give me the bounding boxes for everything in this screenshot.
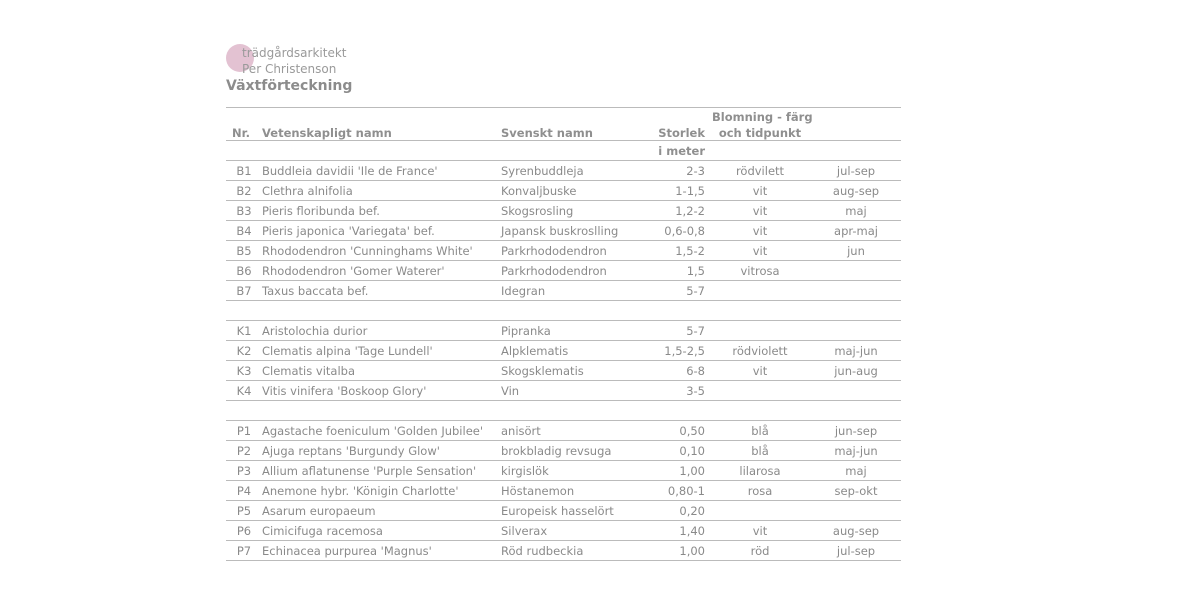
cell-swedish-name: anisört bbox=[501, 424, 541, 438]
cell-scientific-name: Clematis alpina 'Tage Lundell' bbox=[262, 344, 433, 358]
cell-nr: P5 bbox=[236, 504, 252, 518]
table-spacer-row bbox=[226, 301, 901, 321]
cell-size: 1,00 bbox=[679, 464, 705, 478]
cell-bloom-color: röd bbox=[750, 544, 770, 558]
cell-bloom-period: aug-sep bbox=[832, 184, 880, 198]
cell-bloom-period: maj-jun bbox=[834, 344, 878, 358]
cell-swedish-name: Skogsrosling bbox=[501, 204, 574, 218]
cell-bloom-color: blå bbox=[751, 444, 769, 458]
cell-nr: P3 bbox=[236, 464, 252, 478]
cell-scientific-name: Rhododendron 'Cunninghams White' bbox=[262, 244, 473, 258]
cell-size: 1,00 bbox=[679, 544, 705, 558]
cell-swedish-name: Parkrhododendron bbox=[501, 244, 607, 258]
cell-bloom-color: vit bbox=[752, 204, 768, 218]
cell-scientific-name: Clethra alnifolia bbox=[262, 184, 353, 198]
brand-line-2: Per Christenson bbox=[242, 62, 337, 76]
cell-size: 2-3 bbox=[686, 164, 705, 178]
table-row bbox=[226, 501, 901, 521]
cell-swedish-name: Röd rudbeckia bbox=[501, 544, 584, 558]
table-body bbox=[226, 161, 901, 561]
cell-nr: B3 bbox=[236, 204, 252, 218]
cell-size: 1,5 bbox=[686, 264, 705, 278]
cell-size: 3-5 bbox=[686, 384, 705, 398]
table-row bbox=[226, 361, 901, 381]
table-row bbox=[226, 461, 901, 481]
table-row bbox=[226, 221, 901, 241]
cell-size: 1,40 bbox=[679, 524, 705, 538]
cell-size: 1-1,5 bbox=[675, 184, 705, 198]
cell-swedish-name: Vin bbox=[501, 384, 520, 398]
cell-nr: B7 bbox=[236, 284, 252, 298]
cell-bloom-period: jul-sep bbox=[836, 164, 876, 178]
cell-scientific-name: Taxus baccata bef. bbox=[262, 284, 369, 298]
cell-nr: P6 bbox=[236, 524, 252, 538]
cell-bloom-period: maj-jun bbox=[834, 444, 878, 458]
cell-bloom-color: vit bbox=[752, 364, 768, 378]
cell-bloom-color: rödviolett bbox=[732, 344, 788, 358]
cell-nr: P7 bbox=[236, 544, 252, 558]
cell-bloom-color: lilarosa bbox=[739, 464, 781, 478]
cell-scientific-name: Clematis vitalba bbox=[262, 364, 355, 378]
column-header-bloom-line2: och tidpunkt bbox=[718, 126, 802, 140]
cell-scientific-name: Pieris japonica 'Variegata' bef. bbox=[262, 224, 435, 238]
column-header-scientific-name: Vetenskapligt namn bbox=[262, 126, 392, 140]
page-title: Växtförteckning bbox=[226, 78, 353, 94]
cell-swedish-name: kirgislök bbox=[501, 464, 549, 478]
cell-bloom-color: rödvilett bbox=[735, 164, 785, 178]
cell-bloom-period: jun-aug bbox=[834, 364, 878, 378]
cell-nr: B5 bbox=[236, 244, 252, 258]
cell-bloom-period: maj bbox=[845, 204, 867, 218]
cell-swedish-name: Idegran bbox=[501, 284, 546, 298]
table-row bbox=[226, 481, 901, 501]
cell-nr: B4 bbox=[236, 224, 252, 238]
column-header-swedish-name: Svenskt namn bbox=[501, 126, 593, 140]
cell-scientific-name: Aristolochia durior bbox=[262, 324, 368, 338]
cell-swedish-name: Skogsklematis bbox=[501, 364, 584, 378]
table-row bbox=[226, 281, 901, 301]
cell-bloom-color: vit bbox=[752, 524, 768, 538]
cell-size: 5-7 bbox=[686, 324, 705, 338]
cell-size: 1,5-2 bbox=[675, 244, 705, 258]
document-header bbox=[226, 44, 526, 96]
cell-swedish-name: Konvaljbuske bbox=[501, 184, 577, 198]
cell-scientific-name: Echinacea purpurea 'Magnus' bbox=[262, 544, 432, 558]
cell-nr: P1 bbox=[236, 424, 252, 438]
table-row bbox=[226, 381, 901, 401]
table-row bbox=[226, 261, 901, 281]
cell-swedish-name: Silverax bbox=[501, 524, 548, 538]
cell-nr: K2 bbox=[236, 344, 252, 358]
cell-size: 0,20 bbox=[679, 504, 705, 518]
size-unit-label: i meter bbox=[658, 144, 705, 158]
cell-scientific-name: Ajuga reptans 'Burgundy Glow' bbox=[262, 444, 440, 458]
table-row bbox=[226, 341, 901, 361]
cell-scientific-name: Pieris floribunda bef. bbox=[262, 204, 380, 218]
table-row bbox=[226, 441, 901, 461]
cell-scientific-name: Cimicifuga racemosa bbox=[262, 524, 383, 538]
cell-bloom-period: aug-sep bbox=[832, 524, 880, 538]
cell-bloom-period: sep-okt bbox=[834, 484, 878, 498]
cell-bloom-color: vit bbox=[752, 224, 768, 238]
cell-size: 6-8 bbox=[686, 364, 705, 378]
cell-size: 1,5-2,5 bbox=[664, 344, 705, 358]
cell-bloom-color: vitrosa bbox=[740, 264, 780, 278]
cell-scientific-name: Rhododendron 'Gomer Waterer' bbox=[262, 264, 445, 278]
plant-table bbox=[226, 107, 901, 561]
cell-bloom-color: vit bbox=[752, 184, 768, 198]
cell-bloom-period: jul-sep bbox=[836, 544, 876, 558]
cell-size: 0,50 bbox=[679, 424, 705, 438]
cell-swedish-name: Syrenbuddleja bbox=[501, 164, 584, 178]
cell-swedish-name: brokbladig revsuga bbox=[501, 444, 612, 458]
cell-nr: B6 bbox=[236, 264, 252, 278]
table-row bbox=[226, 201, 901, 221]
cell-size: 1,2-2 bbox=[675, 204, 705, 218]
table-row bbox=[226, 421, 901, 441]
cell-nr: B1 bbox=[236, 164, 252, 178]
cell-swedish-name: Höstanemon bbox=[501, 484, 575, 498]
cell-bloom-period: apr-maj bbox=[834, 224, 878, 238]
table-unit-row bbox=[226, 141, 901, 161]
cell-bloom-period: maj bbox=[845, 464, 867, 478]
column-header-size: Storlek bbox=[658, 126, 705, 140]
cell-scientific-name: Allium aflatunense 'Purple Sensation' bbox=[262, 464, 477, 478]
cell-nr: K4 bbox=[236, 384, 252, 398]
table-row bbox=[226, 161, 901, 181]
cell-nr: K3 bbox=[236, 364, 252, 378]
cell-swedish-name: Alpklematis bbox=[501, 344, 569, 358]
cell-scientific-name: Asarum europaeum bbox=[262, 504, 376, 518]
table-row bbox=[226, 321, 901, 341]
table-row bbox=[226, 181, 901, 201]
cell-bloom-period: jun bbox=[847, 244, 865, 258]
cell-nr: P2 bbox=[236, 444, 252, 458]
cell-scientific-name: Vitis vinifera 'Boskoop Glory' bbox=[262, 384, 427, 398]
table-row bbox=[226, 521, 901, 541]
table-spacer-row bbox=[226, 401, 901, 421]
column-header-bloom-line1: Blomning - färg bbox=[712, 110, 813, 124]
cell-nr: P4 bbox=[236, 484, 252, 498]
cell-size: 5-7 bbox=[686, 284, 705, 298]
table-row bbox=[226, 241, 901, 261]
cell-swedish-name: Pipranka bbox=[501, 324, 551, 338]
cell-size: 0,10 bbox=[679, 444, 705, 458]
cell-scientific-name: Agastache foeniculum 'Golden Jubilee' bbox=[262, 424, 484, 438]
cell-swedish-name: Parkrhododendron bbox=[501, 264, 607, 278]
brand-line-1: trädgårdsarkitekt bbox=[242, 46, 347, 60]
cell-scientific-name: Anemone hybr. 'Königin Charlotte' bbox=[262, 484, 459, 498]
cell-size: 0,6-0,8 bbox=[664, 224, 705, 238]
cell-nr: B2 bbox=[236, 184, 252, 198]
cell-nr: K1 bbox=[236, 324, 252, 338]
cell-scientific-name: Buddleia davidii 'Ile de France' bbox=[262, 164, 438, 178]
cell-bloom-period: jun-sep bbox=[834, 424, 878, 438]
cell-swedish-name: Japansk buskroslling bbox=[501, 224, 619, 238]
cell-size: 0,80-1 bbox=[667, 484, 705, 498]
cell-bloom-color: vit bbox=[752, 244, 768, 258]
table-row bbox=[226, 541, 901, 561]
column-header-nr: Nr. bbox=[232, 126, 251, 140]
cell-swedish-name: Europeisk hasselört bbox=[501, 504, 614, 518]
cell-bloom-color: blå bbox=[751, 424, 769, 438]
cell-bloom-color: rosa bbox=[747, 484, 773, 498]
table-header-row bbox=[226, 108, 901, 141]
